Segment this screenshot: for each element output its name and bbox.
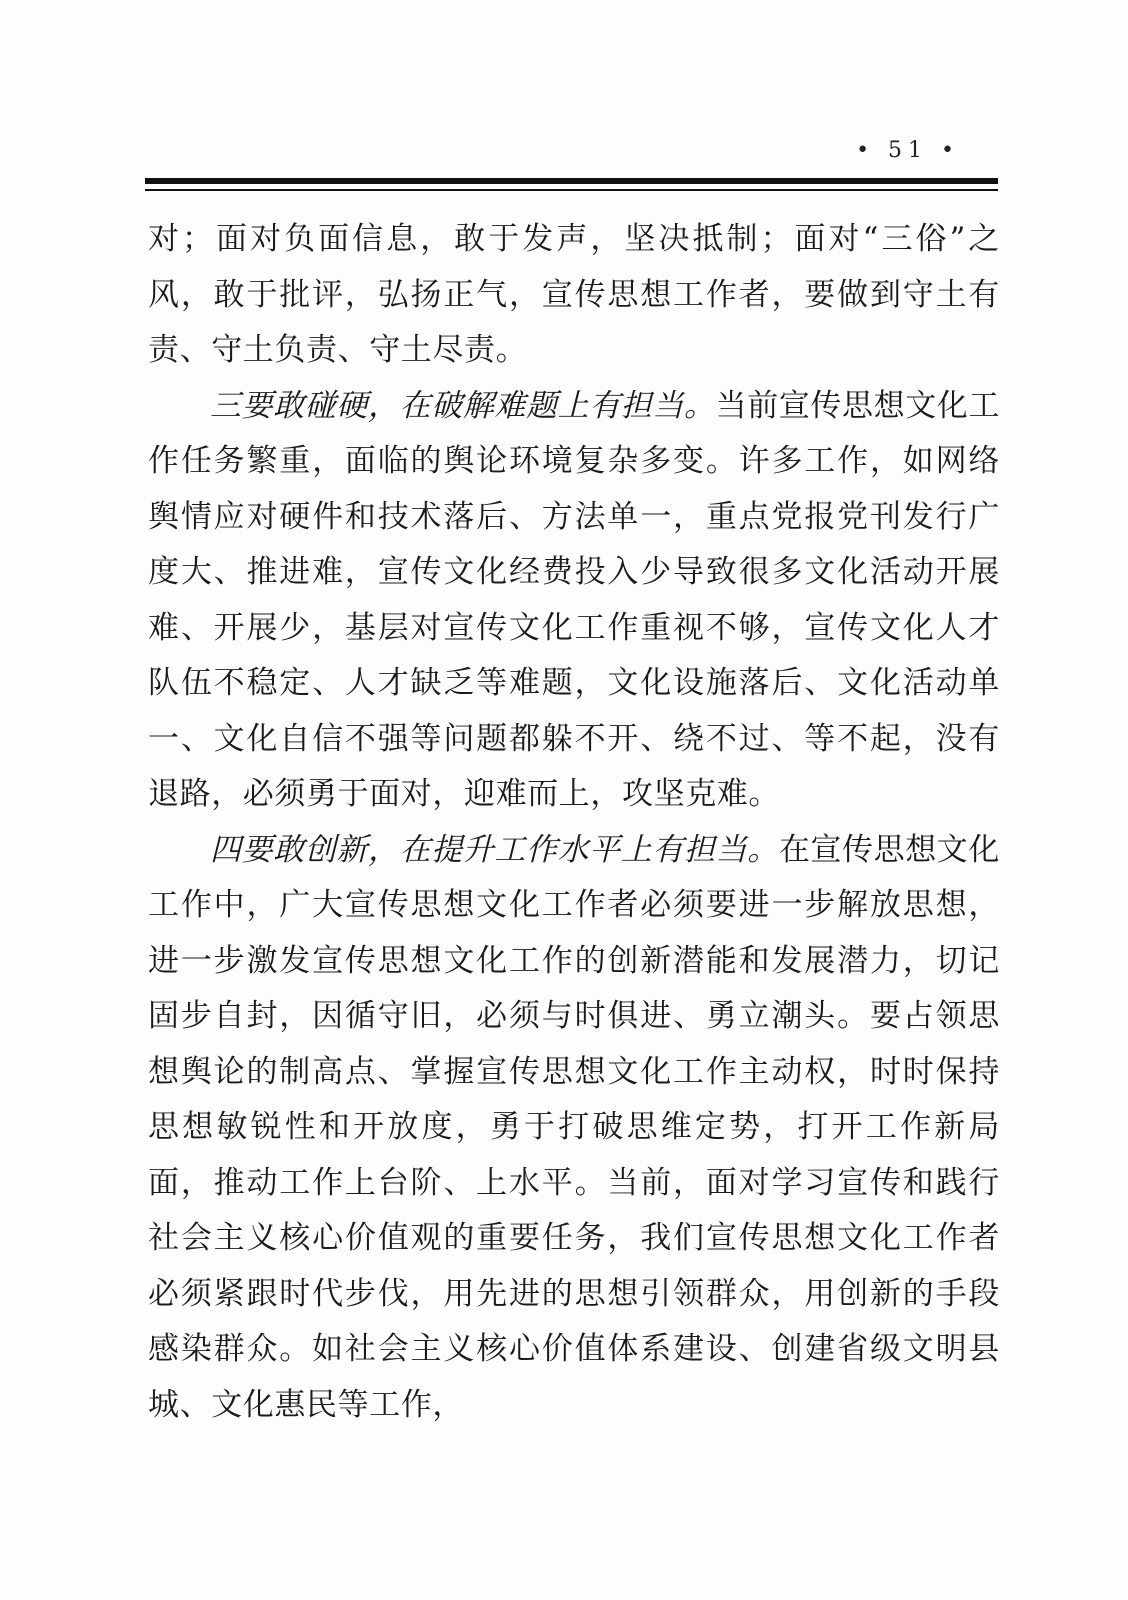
paragraph-three [148,379,1000,823]
paragraph-continuation: 对；面对负面信息，敢于发声，坚决抵制；面对“三俗”之风，敢于批评，弘扬正气，宣传思想工作者，要做到守土有责、守土负责、守土尽责。 [148,221,1000,368]
paragraph-three-heading: 三要敢碰硬，在破解难题上有担当。 [210,387,716,424]
page-number: • 51 • [856,138,960,163]
paragraph-three-body: 当前宣传思想文化工作任务繁重，面临的舆论环境复杂多变。许多工作，如网络舆情应对硬件和技术落后、方法单一，重点党报党刊发行广度大、推进难，宣传文化经费投入少导致很多文化活动开展难、开展少，基层对宣传文化工作重视不够，宣传文化人才队伍不稳定、人才缺乏等难题，文化设施落后、文化活动单一、文化自信不强等问题都躲不开、绕不过、等不起，没有退路，必须勇于面对，迎难而上，攻坚克难。 [148,387,1001,812]
paragraph-four-heading: 四要敢创新，在提升工作水平上有担当。 [210,831,779,868]
paragraph-four [148,823,1000,1434]
header-rule-thin [145,189,998,191]
body-text [148,212,1000,1433]
paragraph-four-body: 在宣传思想文化工作中，广大宣传思想文化工作者必须要进一步解放思想，进一步激发宣传思想文化工作的创新潜能和发展潜力，切记固步自封，因循守旧，必须与时俱进、勇立潮头。要占领思想舆论的制高点、掌握宣传思想文化工作主动权，时时保持思想敏锐性和开放度，勇于打破思维定势，打开工作新局面，推动工作上台阶、上水平。当前，面对学习宣传和践行社会主义核心价值观的重要任务，我们宣传思想文化工作者必须紧跟时代步伐，用先进的思想引领群众，用创新的手段感染群众。如社会主义核心价值体系建设、创建省级文明县城、文化惠民等工作， [148,831,1001,1423]
header-rule-thick [145,178,998,184]
